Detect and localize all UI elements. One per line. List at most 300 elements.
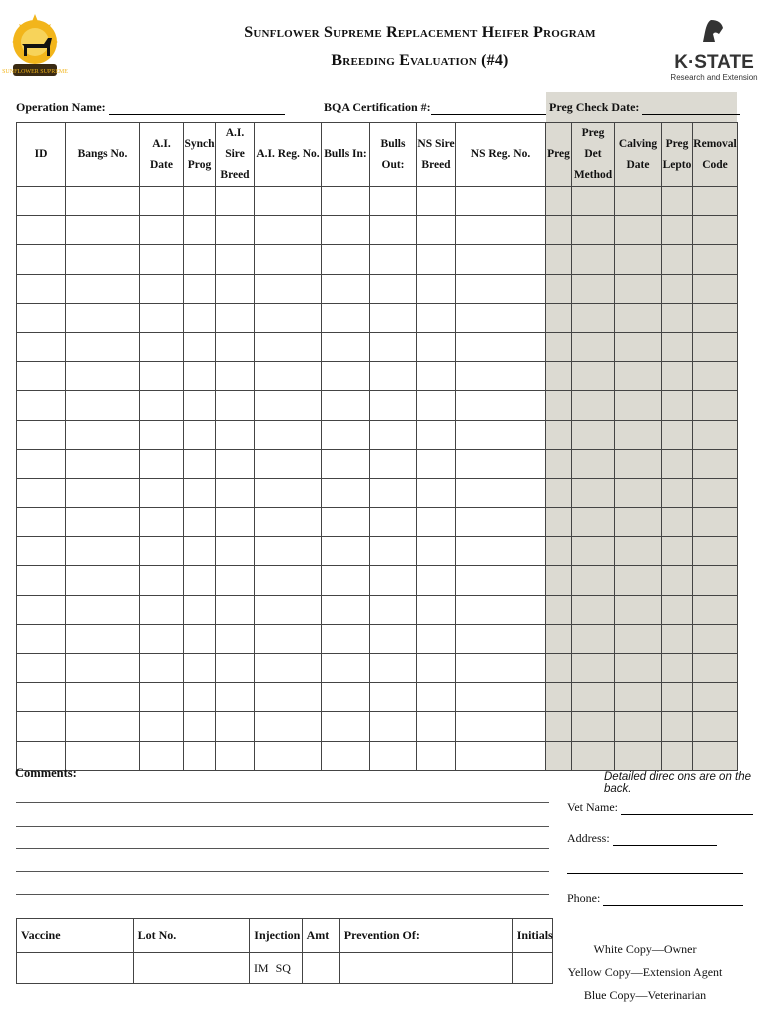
table-cell[interactable] — [370, 654, 417, 683]
table-cell[interactable] — [17, 449, 66, 478]
table-cell[interactable] — [66, 624, 140, 653]
table-cell[interactable] — [693, 683, 738, 712]
table-cell[interactable] — [662, 216, 693, 245]
table-cell[interactable] — [255, 332, 322, 361]
table-cell[interactable] — [546, 216, 572, 245]
table-cell[interactable] — [662, 741, 693, 770]
table-cell[interactable] — [216, 566, 255, 595]
table-cell[interactable] — [662, 508, 693, 537]
table-cell[interactable] — [17, 274, 66, 303]
table-cell[interactable] — [184, 478, 216, 507]
table-cell[interactable] — [140, 478, 184, 507]
table-cell[interactable] — [66, 478, 140, 507]
table-cell[interactable] — [322, 712, 370, 741]
im-option[interactable]: IM — [253, 960, 269, 975]
table-cell[interactable] — [255, 508, 322, 537]
table-cell[interactable] — [140, 449, 184, 478]
injection-cell[interactable] — [250, 953, 302, 984]
table-cell[interactable] — [456, 332, 546, 361]
table-cell[interactable] — [417, 624, 456, 653]
table-cell[interactable] — [370, 508, 417, 537]
table-cell[interactable] — [662, 362, 693, 391]
table-cell[interactable] — [216, 245, 255, 274]
table-cell[interactable] — [546, 683, 572, 712]
table-cell[interactable] — [615, 303, 662, 332]
table-cell[interactable] — [572, 741, 615, 770]
table-cell[interactable] — [255, 537, 322, 566]
table-cell[interactable] — [546, 566, 572, 595]
table-cell[interactable] — [184, 566, 216, 595]
table-cell[interactable] — [140, 303, 184, 332]
table-cell[interactable] — [417, 537, 456, 566]
table-cell[interactable] — [456, 449, 546, 478]
table-cell[interactable] — [693, 362, 738, 391]
comment-line[interactable] — [16, 894, 549, 895]
table-cell[interactable] — [370, 332, 417, 361]
table-cell[interactable] — [370, 683, 417, 712]
table-cell[interactable] — [17, 624, 66, 653]
table-cell[interactable] — [662, 449, 693, 478]
table-cell[interactable] — [546, 303, 572, 332]
table-cell[interactable] — [615, 566, 662, 595]
table-cell[interactable] — [546, 712, 572, 741]
table-cell[interactable] — [572, 595, 615, 624]
table-cell[interactable] — [66, 654, 140, 683]
table-cell[interactable] — [322, 624, 370, 653]
table-cell[interactable] — [572, 245, 615, 274]
table-cell[interactable] — [255, 654, 322, 683]
table-cell[interactable] — [322, 478, 370, 507]
table-cell[interactable] — [456, 216, 546, 245]
table-cell[interactable] — [66, 420, 140, 449]
table-cell[interactable] — [17, 187, 66, 216]
table-cell[interactable] — [615, 187, 662, 216]
initials-cell[interactable] — [512, 953, 552, 984]
table-cell[interactable] — [417, 187, 456, 216]
table-cell[interactable] — [662, 391, 693, 420]
table-cell[interactable] — [370, 274, 417, 303]
table-cell[interactable] — [255, 420, 322, 449]
table-cell[interactable] — [184, 537, 216, 566]
table-cell[interactable] — [184, 332, 216, 361]
table-cell[interactable] — [255, 683, 322, 712]
table-cell[interactable] — [140, 595, 184, 624]
table-cell[interactable] — [370, 712, 417, 741]
table-cell[interactable] — [693, 654, 738, 683]
table-cell[interactable] — [216, 332, 255, 361]
table-cell[interactable] — [216, 741, 255, 770]
table-cell[interactable] — [546, 595, 572, 624]
table-cell[interactable] — [66, 449, 140, 478]
table-cell[interactable] — [370, 303, 417, 332]
table-cell[interactable] — [17, 420, 66, 449]
table-cell[interactable] — [572, 566, 615, 595]
table-cell[interactable] — [572, 274, 615, 303]
table-cell[interactable] — [693, 508, 738, 537]
table-cell[interactable] — [255, 741, 322, 770]
table-cell[interactable] — [417, 508, 456, 537]
table-cell[interactable] — [184, 303, 216, 332]
table-cell[interactable] — [615, 654, 662, 683]
table-cell[interactable] — [322, 274, 370, 303]
table-cell[interactable] — [184, 245, 216, 274]
table-cell[interactable] — [572, 303, 615, 332]
comment-line[interactable] — [16, 848, 549, 849]
table-cell[interactable] — [662, 245, 693, 274]
table-cell[interactable] — [370, 595, 417, 624]
table-cell[interactable] — [370, 537, 417, 566]
table-cell[interactable] — [66, 362, 140, 391]
table-cell[interactable] — [370, 362, 417, 391]
table-cell[interactable] — [662, 654, 693, 683]
sq-option[interactable]: SQ — [275, 960, 291, 975]
table-cell[interactable] — [140, 274, 184, 303]
table-cell[interactable] — [140, 245, 184, 274]
table-cell[interactable] — [322, 654, 370, 683]
table-cell[interactable] — [662, 420, 693, 449]
table-cell[interactable] — [662, 537, 693, 566]
preg-check-date-field[interactable] — [549, 100, 740, 115]
table-cell[interactable] — [184, 508, 216, 537]
table-cell[interactable] — [456, 654, 546, 683]
table-cell[interactable] — [17, 362, 66, 391]
table-cell[interactable] — [572, 449, 615, 478]
operation-name-line[interactable] — [109, 102, 285, 115]
table-cell[interactable] — [216, 274, 255, 303]
table-cell[interactable] — [456, 187, 546, 216]
table-cell[interactable] — [370, 741, 417, 770]
table-cell[interactable] — [255, 624, 322, 653]
table-cell[interactable] — [66, 216, 140, 245]
table-cell[interactable] — [693, 449, 738, 478]
table-cell[interactable] — [615, 624, 662, 653]
table-cell[interactable] — [572, 362, 615, 391]
table-cell[interactable] — [662, 624, 693, 653]
table-cell[interactable] — [184, 391, 216, 420]
table-cell[interactable] — [546, 449, 572, 478]
table-cell[interactable] — [572, 508, 615, 537]
table-cell[interactable] — [216, 537, 255, 566]
table-cell[interactable] — [370, 391, 417, 420]
table-cell[interactable] — [662, 566, 693, 595]
table-cell[interactable] — [546, 332, 572, 361]
table-cell[interactable] — [615, 274, 662, 303]
table-cell[interactable] — [216, 478, 255, 507]
bqa-certification-field[interactable] — [324, 100, 553, 115]
table-cell[interactable] — [140, 216, 184, 245]
table-cell[interactable] — [66, 508, 140, 537]
phone-line[interactable] — [603, 893, 743, 906]
table-cell[interactable] — [662, 683, 693, 712]
table-cell[interactable] — [216, 712, 255, 741]
table-cell[interactable] — [184, 741, 216, 770]
table-cell[interactable] — [693, 274, 738, 303]
table-cell[interactable] — [417, 245, 456, 274]
table-cell[interactable] — [546, 537, 572, 566]
table-cell[interactable] — [546, 391, 572, 420]
table-cell[interactable] — [615, 712, 662, 741]
table-cell[interactable] — [662, 332, 693, 361]
table-cell[interactable] — [693, 420, 738, 449]
table-cell[interactable] — [456, 683, 546, 712]
table-cell[interactable] — [216, 362, 255, 391]
table-cell[interactable] — [17, 712, 66, 741]
table-cell[interactable] — [615, 420, 662, 449]
table-cell[interactable] — [456, 420, 546, 449]
table-cell[interactable] — [572, 420, 615, 449]
table-cell[interactable] — [572, 683, 615, 712]
table-cell[interactable] — [17, 391, 66, 420]
table-cell[interactable] — [417, 654, 456, 683]
table-cell[interactable] — [546, 187, 572, 216]
table-cell[interactable] — [456, 566, 546, 595]
table-cell[interactable] — [322, 391, 370, 420]
table-cell[interactable] — [572, 391, 615, 420]
table-cell[interactable] — [255, 245, 322, 274]
table-cell[interactable] — [255, 216, 322, 245]
table-cell[interactable] — [255, 712, 322, 741]
table-cell[interactable] — [184, 624, 216, 653]
table-cell[interactable] — [693, 245, 738, 274]
table-cell[interactable] — [140, 420, 184, 449]
table-cell[interactable] — [184, 274, 216, 303]
table-cell[interactable] — [456, 624, 546, 653]
table-cell[interactable] — [546, 624, 572, 653]
table-cell[interactable] — [456, 712, 546, 741]
table-cell[interactable] — [216, 595, 255, 624]
table-cell[interactable] — [322, 332, 370, 361]
table-cell[interactable] — [662, 303, 693, 332]
table-cell[interactable] — [662, 595, 693, 624]
table-cell[interactable] — [140, 508, 184, 537]
table-cell[interactable] — [370, 187, 417, 216]
table-cell[interactable] — [140, 332, 184, 361]
table-cell[interactable] — [572, 187, 615, 216]
table-cell[interactable] — [615, 478, 662, 507]
table-cell[interactable] — [17, 683, 66, 712]
table-cell[interactable] — [66, 245, 140, 274]
table-cell[interactable] — [693, 566, 738, 595]
table-cell[interactable] — [456, 245, 546, 274]
table-cell[interactable] — [66, 537, 140, 566]
table-cell[interactable] — [417, 391, 456, 420]
table-cell[interactable] — [456, 362, 546, 391]
vaccine-cell[interactable] — [17, 953, 134, 984]
table-cell[interactable] — [66, 274, 140, 303]
table-cell[interactable] — [184, 216, 216, 245]
table-cell[interactable] — [693, 303, 738, 332]
table-cell[interactable] — [140, 712, 184, 741]
table-cell[interactable] — [66, 187, 140, 216]
table-cell[interactable] — [140, 683, 184, 712]
table-cell[interactable] — [322, 537, 370, 566]
table-cell[interactable] — [662, 274, 693, 303]
table-cell[interactable] — [546, 274, 572, 303]
table-cell[interactable] — [17, 245, 66, 274]
table-cell[interactable] — [546, 245, 572, 274]
table-cell[interactable] — [693, 216, 738, 245]
table-cell[interactable] — [417, 303, 456, 332]
table-cell[interactable] — [572, 332, 615, 361]
table-cell[interactable] — [370, 449, 417, 478]
table-cell[interactable] — [140, 537, 184, 566]
table-cell[interactable] — [456, 508, 546, 537]
table-cell[interactable] — [216, 683, 255, 712]
table-cell[interactable] — [546, 508, 572, 537]
table-cell[interactable] — [216, 187, 255, 216]
table-cell[interactable] — [322, 216, 370, 245]
table-cell[interactable] — [140, 362, 184, 391]
table-cell[interactable] — [66, 391, 140, 420]
table-cell[interactable] — [66, 303, 140, 332]
table-cell[interactable] — [615, 508, 662, 537]
table-cell[interactable] — [615, 537, 662, 566]
table-cell[interactable] — [216, 216, 255, 245]
table-cell[interactable] — [66, 566, 140, 595]
table-cell[interactable] — [184, 187, 216, 216]
address-field[interactable] — [567, 831, 717, 846]
table-cell[interactable] — [615, 362, 662, 391]
table-cell[interactable] — [572, 624, 615, 653]
comment-line[interactable] — [16, 802, 549, 803]
table-cell[interactable] — [322, 245, 370, 274]
table-cell[interactable] — [17, 654, 66, 683]
table-cell[interactable] — [693, 595, 738, 624]
table-cell[interactable] — [417, 449, 456, 478]
table-cell[interactable] — [615, 741, 662, 770]
table-cell[interactable] — [662, 478, 693, 507]
table-cell[interactable] — [140, 391, 184, 420]
table-cell[interactable] — [17, 595, 66, 624]
table-cell[interactable] — [572, 478, 615, 507]
table-cell[interactable] — [417, 741, 456, 770]
table-cell[interactable] — [370, 624, 417, 653]
table-cell[interactable] — [693, 741, 738, 770]
table-cell[interactable] — [322, 303, 370, 332]
table-cell[interactable] — [615, 245, 662, 274]
table-cell[interactable] — [417, 478, 456, 507]
table-cell[interactable] — [456, 537, 546, 566]
table-cell[interactable] — [66, 712, 140, 741]
address-line[interactable] — [613, 833, 717, 846]
table-cell[interactable] — [693, 624, 738, 653]
table-cell[interactable] — [255, 274, 322, 303]
prevention-of-cell[interactable] — [339, 953, 512, 984]
preg-check-date-line[interactable] — [642, 102, 740, 115]
table-cell[interactable] — [417, 683, 456, 712]
address-line-2[interactable] — [567, 873, 743, 874]
table-cell[interactable] — [255, 391, 322, 420]
table-cell[interactable] — [140, 654, 184, 683]
table-cell[interactable] — [417, 420, 456, 449]
table-cell[interactable] — [216, 624, 255, 653]
table-cell[interactable] — [322, 187, 370, 216]
table-cell[interactable] — [216, 303, 255, 332]
table-cell[interactable] — [572, 216, 615, 245]
table-cell[interactable] — [572, 537, 615, 566]
table-cell[interactable] — [216, 654, 255, 683]
table-cell[interactable] — [417, 274, 456, 303]
table-cell[interactable] — [615, 595, 662, 624]
table-cell[interactable] — [255, 449, 322, 478]
table-cell[interactable] — [322, 362, 370, 391]
table-cell[interactable] — [693, 187, 738, 216]
table-cell[interactable] — [17, 332, 66, 361]
table-cell[interactable] — [546, 478, 572, 507]
table-cell[interactable] — [662, 187, 693, 216]
table-cell[interactable] — [216, 449, 255, 478]
table-cell[interactable] — [322, 683, 370, 712]
table-cell[interactable] — [17, 303, 66, 332]
table-cell[interactable] — [417, 712, 456, 741]
table-cell[interactable] — [184, 420, 216, 449]
table-cell[interactable] — [184, 362, 216, 391]
table-cell[interactable] — [546, 362, 572, 391]
table-cell[interactable] — [572, 654, 615, 683]
table-cell[interactable] — [140, 624, 184, 653]
table-cell[interactable] — [546, 420, 572, 449]
table-cell[interactable] — [322, 741, 370, 770]
table-cell[interactable] — [417, 595, 456, 624]
table-cell[interactable] — [255, 187, 322, 216]
table-cell[interactable] — [546, 741, 572, 770]
table-cell[interactable] — [184, 654, 216, 683]
table-cell[interactable] — [17, 537, 66, 566]
table-cell[interactable] — [615, 449, 662, 478]
table-cell[interactable] — [693, 391, 738, 420]
table-cell[interactable] — [456, 274, 546, 303]
table-cell[interactable] — [322, 420, 370, 449]
table-cell[interactable] — [370, 216, 417, 245]
table-cell[interactable] — [184, 683, 216, 712]
table-cell[interactable] — [456, 303, 546, 332]
table-cell[interactable] — [456, 595, 546, 624]
comment-line[interactable] — [16, 871, 549, 872]
table-cell[interactable] — [693, 478, 738, 507]
table-cell[interactable] — [322, 449, 370, 478]
table-cell[interactable] — [184, 712, 216, 741]
table-cell[interactable] — [322, 508, 370, 537]
table-cell[interactable] — [417, 566, 456, 595]
table-cell[interactable] — [17, 508, 66, 537]
table-cell[interactable] — [140, 187, 184, 216]
table-cell[interactable] — [216, 508, 255, 537]
table-cell[interactable] — [255, 595, 322, 624]
table-cell[interactable] — [184, 595, 216, 624]
table-cell[interactable] — [255, 566, 322, 595]
table-cell[interactable] — [546, 654, 572, 683]
table-cell[interactable] — [615, 391, 662, 420]
vet-name-line[interactable] — [621, 802, 753, 815]
bqa-cert-line[interactable] — [431, 102, 553, 115]
table-cell[interactable] — [66, 595, 140, 624]
table-cell[interactable] — [370, 420, 417, 449]
table-cell[interactable] — [615, 332, 662, 361]
table-cell[interactable] — [140, 566, 184, 595]
table-cell[interactable] — [322, 566, 370, 595]
phone-field[interactable] — [567, 891, 743, 906]
table-cell[interactable] — [662, 712, 693, 741]
table-cell[interactable] — [17, 478, 66, 507]
table-cell[interactable] — [255, 362, 322, 391]
table-cell[interactable] — [615, 683, 662, 712]
table-cell[interactable] — [216, 420, 255, 449]
table-cell[interactable] — [693, 537, 738, 566]
table-cell[interactable] — [456, 741, 546, 770]
comment-line[interactable] — [16, 826, 549, 827]
lot-no-cell[interactable] — [133, 953, 250, 984]
table-cell[interactable] — [370, 245, 417, 274]
